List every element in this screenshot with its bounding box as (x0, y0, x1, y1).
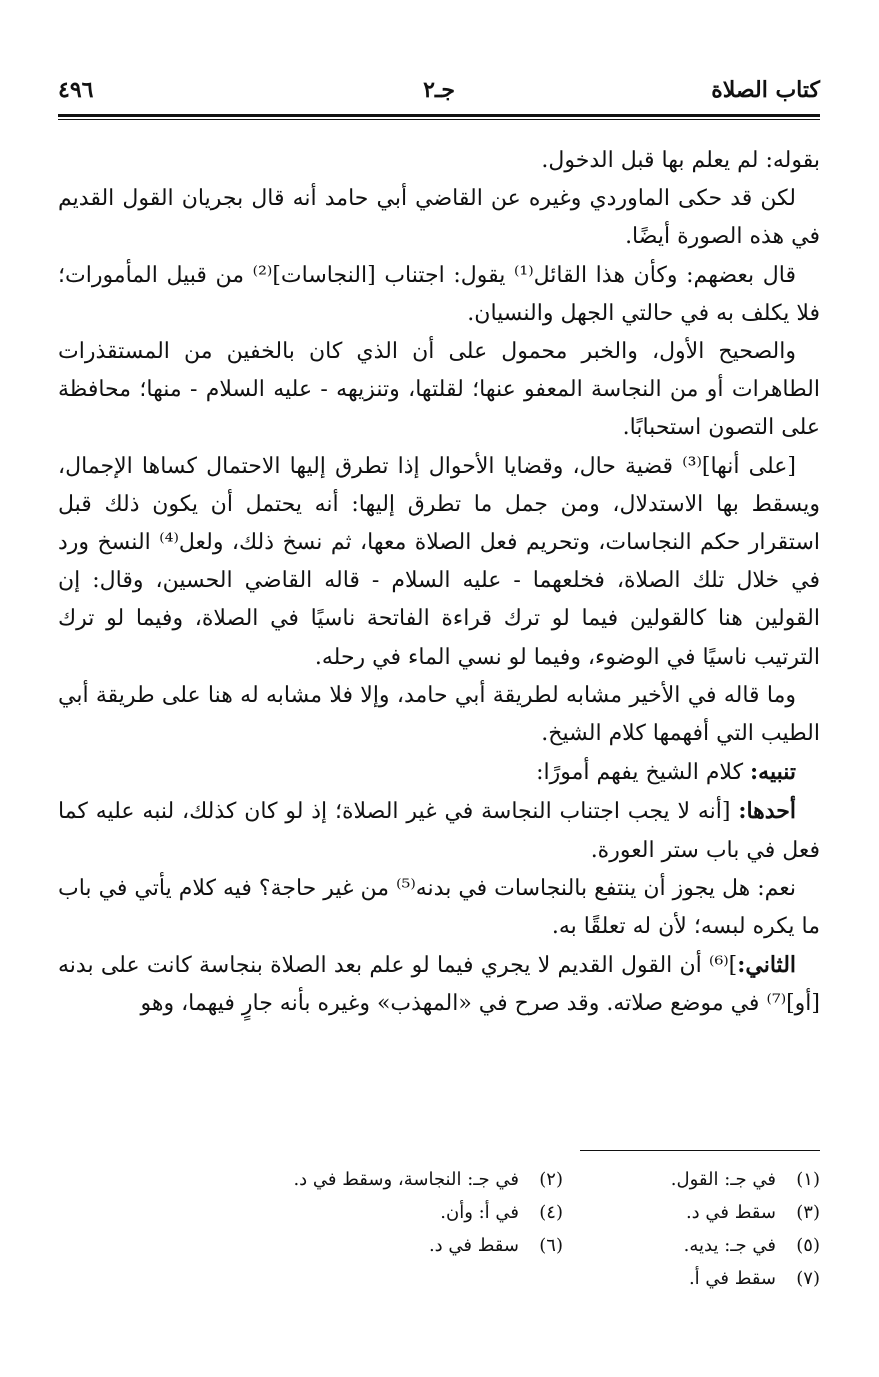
paragraph (58, 257, 820, 333)
text-line: قال بعضهم: وكأن هذا القائل⁽¹⁾ يقول: اجتناب [النجاسات]⁽²⁾ من قبيل (166, 262, 796, 288)
paragraph (58, 870, 820, 946)
footnote-divider (580, 1150, 820, 1151)
text-line: والصحيح الأول، والخبر محمول على أن الذي كان بالخفين من المستقذرات (58, 339, 796, 365)
footnote (293, 1163, 563, 1196)
text-line: القديم في هذه الصورة أيضًا. (58, 186, 820, 250)
page-number: ٤٩٦ (58, 77, 94, 103)
text-line: بقوله: لم يعلم بها قبل الدخول. (541, 148, 820, 173)
text-line: قبل استقرار حكم النجاسات، وتحريم فعل الصلاة معها، ثم نسخ ذلك، ولعل⁽⁴⁾ (58, 491, 820, 556)
text-line: على التصون استحبابًا. (622, 415, 820, 441)
text-line: المأمورات؛ فلا يكلف به في حالتي الجهل والنسيان. (58, 262, 820, 326)
footnote-number: (٧) (796, 1268, 820, 1289)
footnote-number: (٤) (539, 1202, 563, 1223)
footnote (563, 1163, 820, 1196)
footnote (563, 1196, 820, 1229)
text-line: [أنه لا يجب اجتناب النجاسة في غير الصلاة؛ إذ لو كان كذلك، لنبه (142, 799, 739, 825)
footnote-row (58, 1196, 820, 1229)
book-title: كتاب الصلاة (711, 77, 820, 103)
footnote-number: (٦) (539, 1235, 563, 1256)
paragraph (58, 792, 820, 869)
paragraph-heading: الثاني: (737, 952, 797, 979)
footnote-number: (١) (796, 1169, 820, 1190)
footnote-text: سقط في أ. (688, 1268, 776, 1289)
page-header (58, 70, 820, 110)
footnote-number: (٢) (539, 1169, 563, 1190)
paragraph-heading: تنبيه: (750, 759, 796, 786)
paragraph (58, 333, 820, 448)
text-line: [على أنها]⁽³⁾ قضية حال، وقضايا الأحوال إذا تطرق إليها الاحتمال كساها (141, 453, 796, 479)
book-page (58, 0, 820, 1377)
text-line: النسخ ورد في خلال تلك الصلاة، فخلعهما - عليه السلام - قاله القاضي الحسين، (58, 530, 820, 594)
text-line: كلام الشيخ يفهم أمورًا: (536, 760, 751, 786)
text-line: ]⁽⁶⁾ أن القول القديم لا يجري فيما لو علم بعد الصلاة بنجاسة كانت على (100, 953, 738, 979)
text-line: الطيب التي أفهمها كلام الشيخ. (541, 721, 820, 747)
footnote-number: (٥) (796, 1235, 820, 1256)
paragraph (58, 677, 820, 753)
text-line: الإجمال، ويسقط بها الاستدلال، ومن جمل ما تطرق إليها: أنه يحتمل أن يكون ذلك (58, 453, 820, 517)
header-rule-thin (58, 119, 820, 120)
footnote-text: سقط في د. (428, 1235, 519, 1256)
paragraph (58, 180, 820, 256)
text-line: باب ما يكره لبسه؛ لأن له تعلقًا به. (58, 875, 820, 940)
paragraph (58, 946, 820, 1023)
text-line: بدنه [أو]⁽⁷⁾ في موضع صلاته. وقد صرح في «المهذب» وغيره بأنه جارٍ فيهما، وهو (58, 953, 820, 1017)
footnote-row (58, 1163, 820, 1196)
header-rule-thick (58, 114, 820, 117)
footnote-text: في أ: وأن. (440, 1202, 519, 1223)
footnote (563, 1229, 820, 1262)
footnotes (58, 1163, 820, 1295)
text-line: لكن قد حكى الماوردي وغيره عن القاضي أبي حامد أنه قال بجريان القول (122, 186, 796, 212)
text-line: وقال: إن القولين هنا كالقولين فيما لو ترك قراءة الفاتحة ناسيًا في الصلاة، وفيما لو (58, 568, 821, 632)
text-line: ترك الترتيب ناسيًا في الوضوء، وفيما لو نسي الماء في رحله. (58, 606, 820, 670)
text-line: وما قاله في الأخير مشابه لطريقة أبي حامد، وإلا فلا مشابه له هنا على طريقة أبي (58, 682, 796, 708)
paragraph (58, 753, 820, 792)
footnote-text: سقط في د. (685, 1202, 776, 1223)
main-text (58, 142, 820, 1024)
footnote (306, 1229, 563, 1262)
footnote-row (58, 1262, 820, 1295)
paragraph-heading: أحدها: (738, 798, 797, 825)
footnote-text: في جـ: يديه. (683, 1235, 776, 1256)
footnote-text: في جـ: النجاسة، وسقط في د. (293, 1169, 519, 1190)
text-line: الطاهرات أو من النجاسة المعفو عنها؛ لقلتها، وتنزيهه - عليه السلام - منها؛ محافظة (58, 377, 820, 403)
footnote-text: في جـ: القول. (670, 1169, 776, 1190)
volume-label: جـ٢ (423, 77, 455, 103)
text-line: عليه كما فعل في باب ستر العورة. (58, 799, 820, 863)
footnote (306, 1196, 563, 1229)
paragraph (58, 448, 820, 677)
footnote-row (58, 1229, 820, 1262)
footnote-number: (٣) (796, 1202, 820, 1223)
paragraph (58, 142, 820, 180)
footnote (563, 1262, 820, 1295)
text-line: نعم: هل يجوز أن ينتفع بالنجاسات في بدنه⁽⁵⁾ من غير حاجة؟ فيه كلام يأتي في (98, 875, 796, 901)
